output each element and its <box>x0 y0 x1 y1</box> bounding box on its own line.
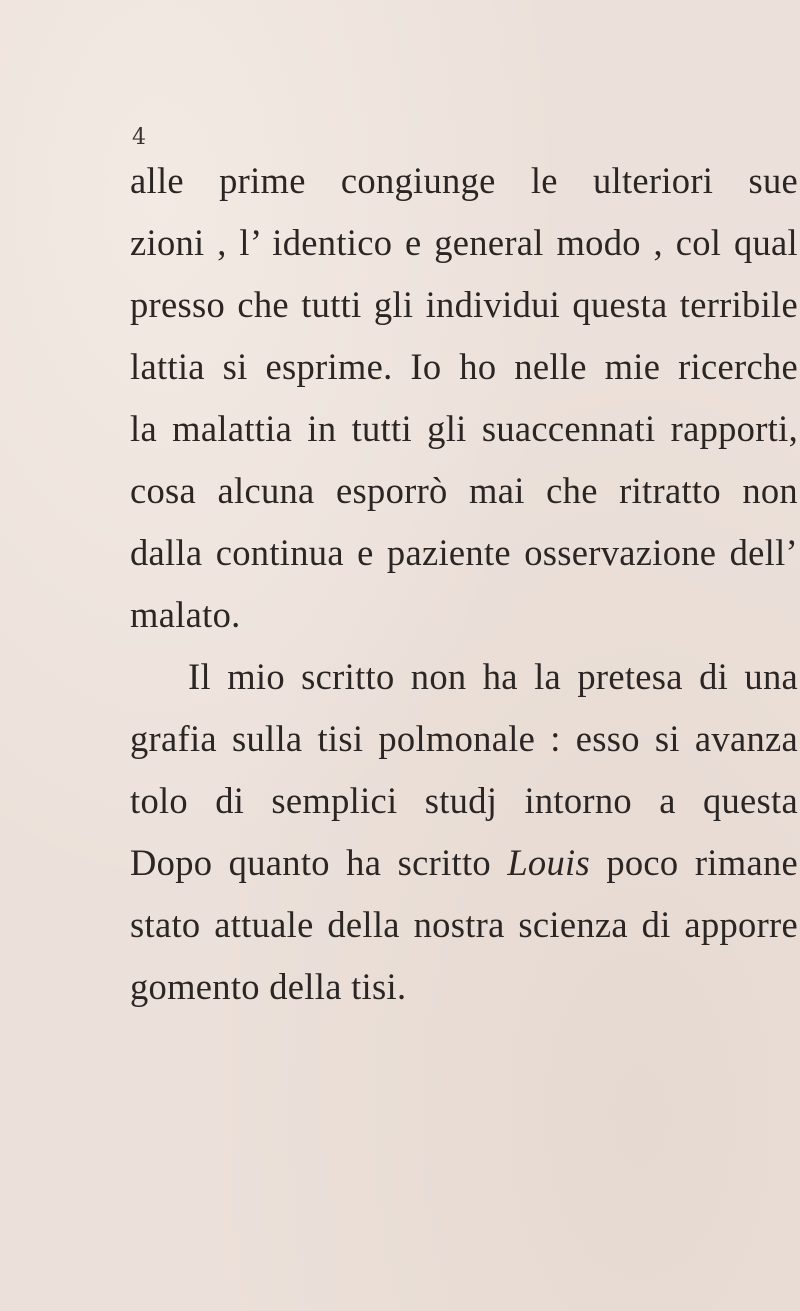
text-line-with-author <box>130 832 798 894</box>
text-line: grafia sulla tisi polmonale : esso si avanza <box>130 718 798 759</box>
text-line: cosa alcuna esporrò mai che ritratto non <box>130 470 798 511</box>
text-segment: poco rimane <box>606 842 798 883</box>
body-text <box>130 150 798 1018</box>
text-line: la malattia in tutti gli suaccennati rapporti, <box>130 408 798 449</box>
text-line: presso che tutti gli individui questa terribile <box>130 284 798 325</box>
paragraph-2 <box>130 646 798 1018</box>
text-line: lattia si esprime. Io ho nelle mie ricerche <box>130 346 798 387</box>
text-line: tolo di semplici studj intorno a questa <box>130 780 798 821</box>
text-segment: Dopo quanto ha scritto <box>130 842 508 883</box>
text-line: dalla continua e paziente osservazione dell’ <box>130 532 798 573</box>
text-line: gomento della tisi. <box>130 966 407 1007</box>
text-line: malato. <box>130 594 241 635</box>
text-line: zioni , l’ identico e general modo , col qual <box>130 222 798 263</box>
text-line: alle prime congiunge le ulteriori sue <box>130 160 798 201</box>
page-number: 4 <box>132 125 146 150</box>
paragraph-1 <box>130 150 798 646</box>
text-line: stato attuale della nostra scienza di apporre <box>130 904 798 945</box>
text-line: Il mio scritto non ha la pretesa di una <box>188 656 798 697</box>
author-name: Louis <box>507 842 590 883</box>
